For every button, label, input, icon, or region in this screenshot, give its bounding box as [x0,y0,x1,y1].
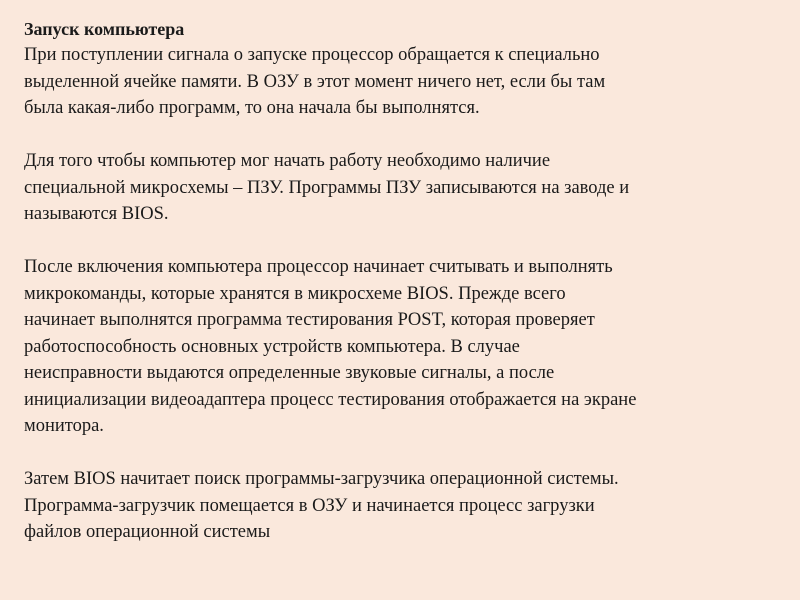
paragraph-post: После включения компьютера процессор начинает считывать и выполнять микрокоманды, которые хранятся в микросхеме BIOS. Прежде всего начинает выполнятся программа тестирования POST, которая проверяет работоспособность основных устройств компьютера. В случае неисправности выдаются определенные звуковые сигналы, а после инициализации видеоадаптера процесс тестирования отображается на экране монитора. [24,257,637,436]
slide-title: Запуск компьютера [24,19,185,39]
paragraph-rom-bios: Для того чтобы компьютер мог начать работу необходимо наличие специальной микросхемы – ПЗУ. Программы ПЗУ записываются на заводе и называются BIOS. [24,151,630,224]
paragraph-startup-signal: При поступлении сигнала о запуске процессор обращается к специально выделенной ячейке памяти. В ОЗУ в этот момент ничего нет, если бы там была какая-либо программ, то она начала бы выполнятся. [24,45,606,118]
paragraph-bootloader: Затем BIOS начитает поиск программы-загрузчика операционной системы. Программа-загрузчик помещается в ОЗУ и начинается процесс загрузки файлов операционной системы [24,469,619,542]
